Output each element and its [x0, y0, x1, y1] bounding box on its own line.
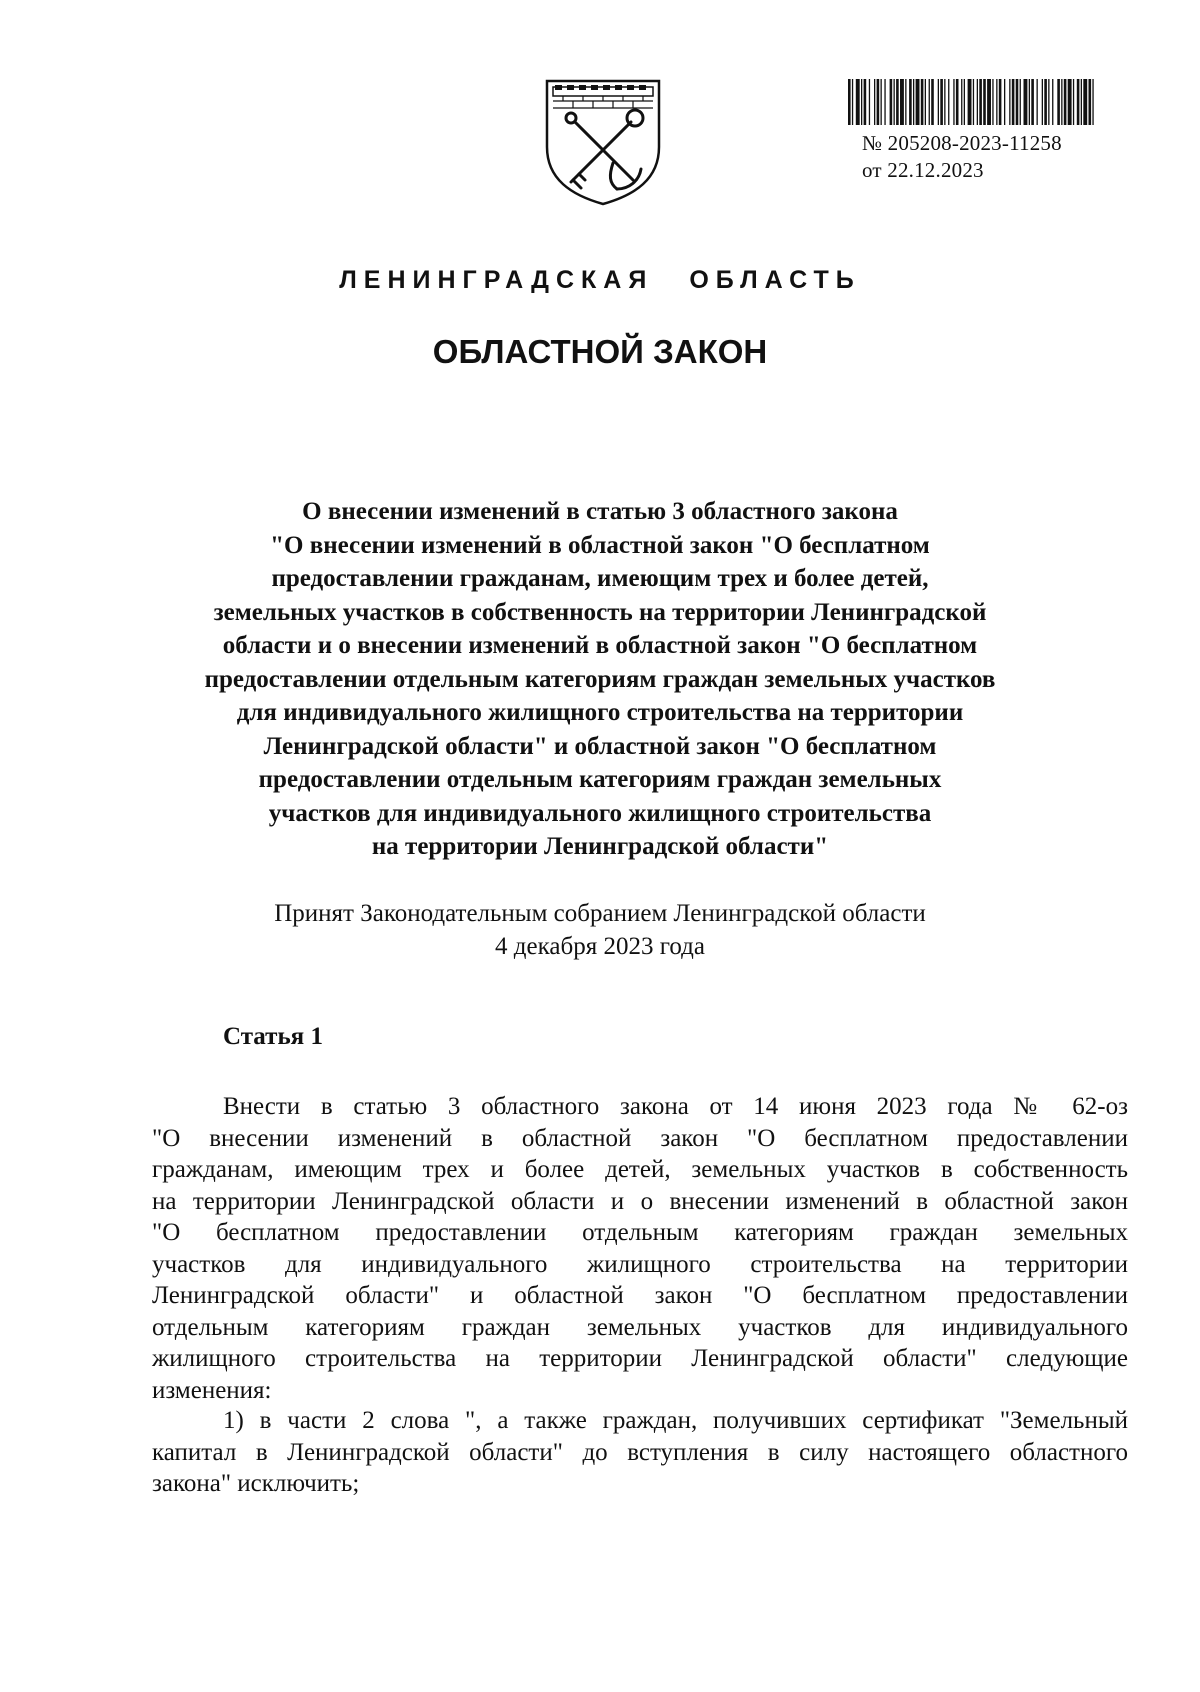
- title-line: Ленинградской области" и областной закон "О бесплатном: [263, 732, 937, 760]
- region-word-1: ЛЕНИНГРАДСКАЯ: [339, 266, 654, 294]
- paragraph-line: Ленинградской области" и областной закон "О бесплатном предоставлении: [152, 1282, 1128, 1309]
- article-paragraph-1: [152, 1091, 1128, 1406]
- paragraph-line: гражданам, имеющим трех и более детей, земельных участков в собственность: [152, 1156, 1128, 1183]
- paragraph-line: Внести в статью 3 областного закона от 14 июня 2023 года № 62-оз: [223, 1093, 1128, 1120]
- paragraph-line: изменения:: [152, 1376, 272, 1404]
- title-line: области и о внесении изменений в областной закон "О бесплатном: [222, 632, 978, 659]
- adoption-note: [120, 897, 1080, 963]
- title-line: предоставлении отдельным категориям граждан земельных участков: [204, 665, 996, 693]
- paragraph-line: на территории Ленинградской области и о внесении изменений в областной закон: [152, 1187, 1128, 1215]
- title-line: предоставлении гражданам, имеющим трех и более детей,: [271, 565, 929, 592]
- paragraph-line: "О внесении изменений в областной закон "О бесплатном предоставлении: [152, 1124, 1128, 1152]
- title-line: участков для индивидуального жилищного строительства: [268, 799, 932, 827]
- adoption-line: Принят Законодательным собранием Ленинградской области: [274, 900, 926, 927]
- paragraph-line: капитал в Ленинградской области" до вступления в силу настоящего областного: [152, 1438, 1128, 1466]
- paragraph-line: отдельным категориям граждан земельных участков для индивидуального: [152, 1313, 1128, 1341]
- adoption-date: 4 декабря 2023 года: [495, 933, 705, 960]
- paragraph-line: "О бесплатном предоставлении отдельным категориям граждан земельных: [152, 1219, 1128, 1246]
- paragraph-line: жилищного строительства на территории Ленинградской области" следующие: [152, 1345, 1128, 1372]
- title-line: земельных участков в собственность на территории Ленинградской: [213, 598, 987, 626]
- coat-of-arms-emblem: [543, 77, 663, 207]
- registration-date: от 22.12.2023: [862, 158, 984, 182]
- law-title: [120, 495, 1080, 864]
- registration-info: [862, 130, 1062, 184]
- barcode: [848, 79, 1096, 125]
- article-heading: Статья 1: [223, 1023, 323, 1050]
- region-heading: [0, 266, 1200, 295]
- title-line: "О внесении изменений в областной закон "О бесплатном: [270, 531, 930, 559]
- paragraph-line: закона" исключить;: [152, 1470, 360, 1497]
- title-line: на территории Ленинградской области": [371, 833, 829, 860]
- registration-number: № 205208-2023-11258: [862, 131, 1062, 155]
- paragraph-line: 1) в части 2 слова ", а также граждан, получивших сертификат "Земельный: [223, 1407, 1128, 1434]
- title-line: предоставлении отдельным категориям граждан земельных: [258, 766, 942, 793]
- article-paragraph-2: [152, 1405, 1128, 1500]
- title-line: О внесении изменений в статью 3 областного закона: [302, 498, 898, 525]
- title-line: для индивидуального жилищного строительства на территории: [236, 699, 964, 726]
- region-word-2: ОБЛАСТЬ: [689, 266, 861, 294]
- paragraph-line: участков для индивидуального жилищного строительства на территории: [152, 1250, 1128, 1278]
- document-type: ОБЛАСТНОЙ ЗАКОН: [432, 333, 768, 370]
